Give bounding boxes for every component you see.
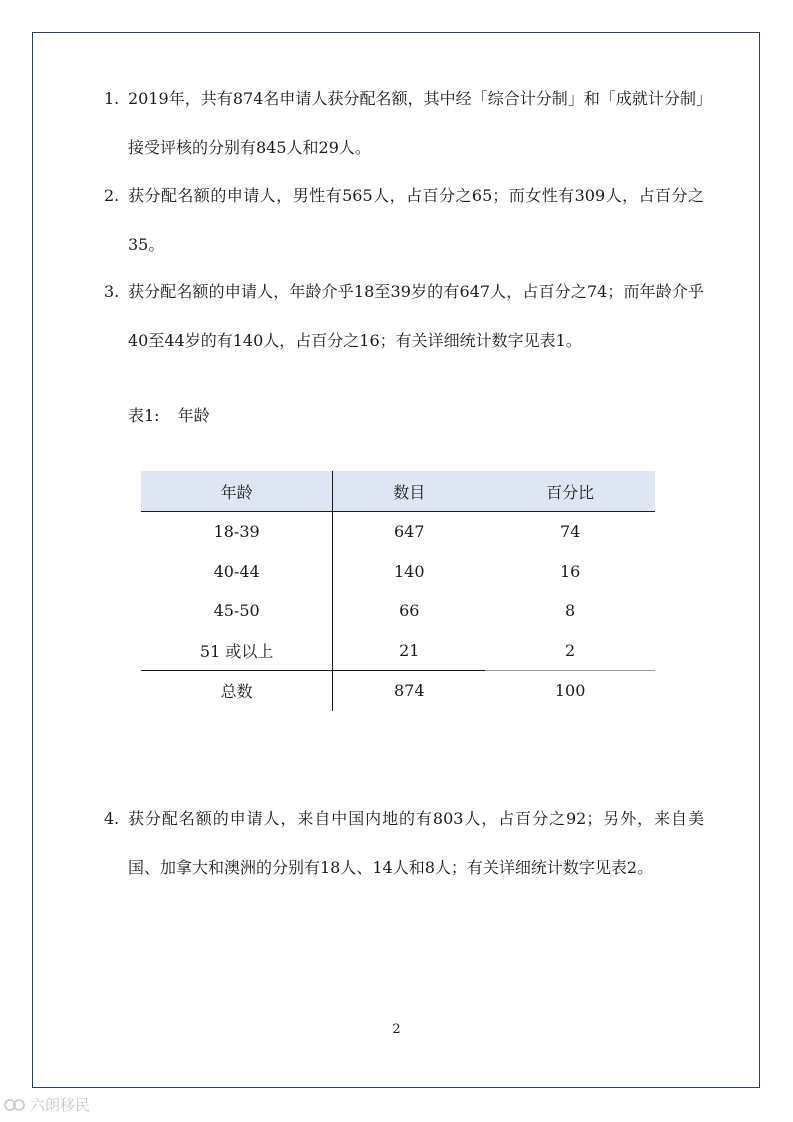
- table-cell: 40-44: [141, 552, 333, 592]
- list-text: 获分配名额的申请人，来自中国内地的有803人，占百分之92；另外，来自美国、加拿大和澳洲的分别有18人、14人和8人；有关详细统计数字见表2。: [128, 809, 704, 877]
- table-cell: 8: [565, 601, 576, 621]
- table-cell: 2: [565, 640, 576, 660]
- list-text: 2019年，共有874名申请人获分配名额，其中经「综合计分制」和「成就计分制」接受评核的分别有845人和29人。: [128, 89, 704, 157]
- watermark-text: 六朗移民: [30, 1096, 91, 1114]
- list-item: [104, 74, 704, 172]
- table-header-cell: 年龄: [141, 471, 333, 512]
- table-header-row: [141, 471, 655, 512]
- page-number: 2: [392, 1022, 401, 1037]
- table-caption-title: 年龄: [177, 406, 210, 425]
- table-cell: 647: [393, 522, 425, 542]
- table-caption-label: 表1:: [128, 406, 160, 425]
- list-item: [104, 794, 704, 892]
- table-cell: 74: [559, 522, 581, 542]
- table-cell: 100: [485, 671, 655, 711]
- table-caption: [128, 404, 210, 428]
- list-number: 4.: [104, 809, 120, 828]
- table-cell: 140: [393, 561, 425, 581]
- age-table: [141, 471, 655, 711]
- watermark-logo-icon: [4, 1096, 26, 1114]
- table-row: [141, 591, 655, 631]
- list-number: 2.: [104, 186, 120, 205]
- table-cell: 18-39: [141, 512, 333, 552]
- table-cell: 总数: [141, 671, 333, 711]
- table-row: [141, 631, 655, 671]
- list-text: 获分配名额的申请人，年龄介乎18至39岁的有647人，占百分之74；而年龄介乎40至44岁的有140人，占百分之16；有关详细统计数字见表1。: [128, 282, 704, 350]
- table-row: [141, 512, 655, 552]
- watermark: [4, 1094, 90, 1115]
- table-cell: 16: [559, 561, 581, 581]
- table-header-cell: 百分比: [485, 471, 655, 512]
- list-item: [104, 171, 704, 269]
- table-cell: 45-50: [141, 591, 333, 631]
- table-row: [141, 552, 655, 592]
- table-cell: 21: [399, 640, 420, 660]
- list-number: 3.: [104, 282, 120, 301]
- table-cell: 66: [399, 601, 420, 621]
- list-text: 获分配名额的申请人，男性有565人，占百分之65；而女性有309人，占百分之35。: [128, 186, 704, 254]
- table-cell: 874: [333, 671, 486, 711]
- list-item: [104, 267, 704, 365]
- list-number: 1.: [104, 89, 120, 108]
- table-total-row: [141, 671, 655, 711]
- table-cell: 51 或以上: [141, 631, 333, 671]
- table-header-cell: 数目: [333, 471, 486, 512]
